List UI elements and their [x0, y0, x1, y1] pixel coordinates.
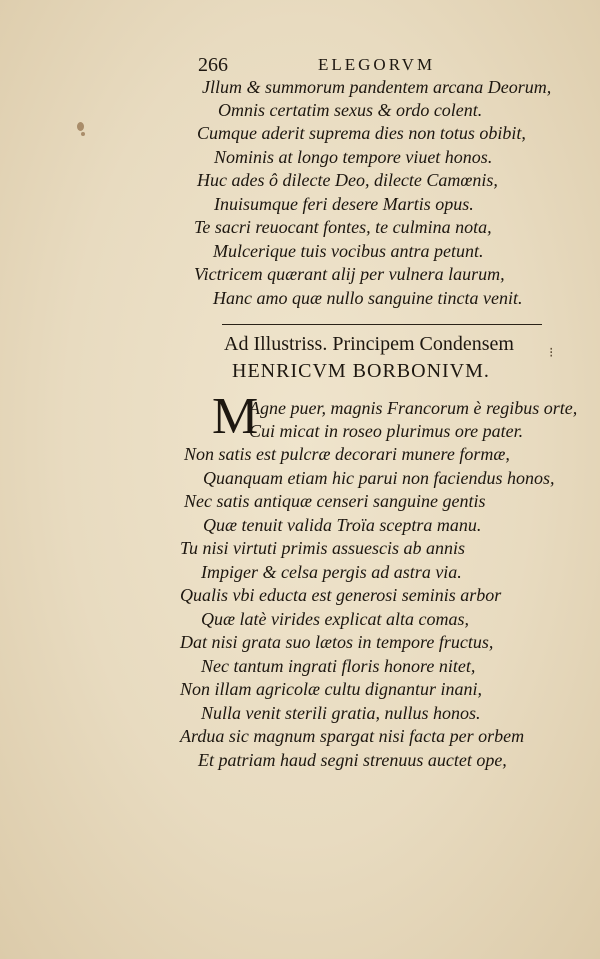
- verse-line: Huc ades ô dilecte Deo, dilecte Camœnis,: [197, 170, 498, 190]
- verse-line: Non illam agricolæ cultu dignantur inani,: [180, 679, 483, 699]
- poem-title-name: HENRICVM BORBONIVM.: [232, 360, 490, 382]
- ink-spot: [81, 132, 85, 136]
- verse-line: Cui micat in roseo plurimus ore pater.: [249, 421, 524, 441]
- verse-line: Ardua sic magnum spargat nisi facta per orbem: [180, 726, 525, 746]
- poem-title: Ad Illustriss. Principem Condensem: [224, 333, 514, 355]
- verse-line: Quæ latè virides explicat alta comas,: [201, 609, 469, 629]
- verse-line: Tu nisi virtuti primis assuescis ab annis: [180, 538, 466, 558]
- verse-line: Mulcerique tuis vocibus antra petunt.: [213, 241, 484, 261]
- verse-line: Cumque aderit suprema dies non totus obibit,: [197, 123, 526, 143]
- verse-line: Dat nisi grata suo lætos in tempore fructus,: [180, 632, 494, 652]
- verse-line: Et patriam haud segni strenuus auctet ope,: [198, 750, 507, 770]
- verse-line: Impiger & celsa pergis ad astra via.: [201, 562, 462, 582]
- page-number: 266: [198, 54, 228, 76]
- running-title: ELEGORVM: [318, 55, 436, 74]
- verse-line: Agne puer, magnis Francorum è regibus orte,: [249, 398, 578, 418]
- verse-line: Nulla venit sterili gratia, nullus honos.: [201, 703, 481, 723]
- verse-line: Jllum & summorum pandentem arcana Deorum,: [202, 77, 552, 97]
- verse-line: Nec tantum ingrati floris honore nitet,: [201, 656, 476, 676]
- section-rule: [222, 324, 542, 325]
- verse-line: Quanquam etiam hic parui non faciendus honos,: [203, 468, 555, 488]
- verse-line: Quæ tenuit valida Troïa sceptra manu.: [203, 515, 482, 535]
- running-header: [198, 54, 538, 76]
- verse-line: Victricem quærant alij per vulnera laurum,: [194, 264, 505, 284]
- drop-cap: M: [212, 388, 259, 445]
- verse-line: Hanc amo quæ nullo sanguine tincta venit.: [213, 288, 523, 308]
- verse-line: Nec satis antiquæ censeri sanguine gentis: [184, 491, 486, 511]
- verse-line: Inuisumque feri desere Martis opus.: [214, 194, 474, 214]
- margin-mark: ⁝: [549, 346, 554, 361]
- verse-line: Non satis est pulcræ decorari munere formæ,: [184, 444, 510, 464]
- verse-line: Te sacri reuocant fontes, te culmina nota,: [194, 217, 492, 237]
- verse-line: Qualis vbi educta est generosi seminis arbor: [180, 585, 502, 605]
- ink-spot: [77, 122, 84, 131]
- verse-line: Nominis at longo tempore viuet honos.: [214, 147, 493, 167]
- verse-line: Omnis certatim sexus & ordo colent.: [218, 100, 483, 120]
